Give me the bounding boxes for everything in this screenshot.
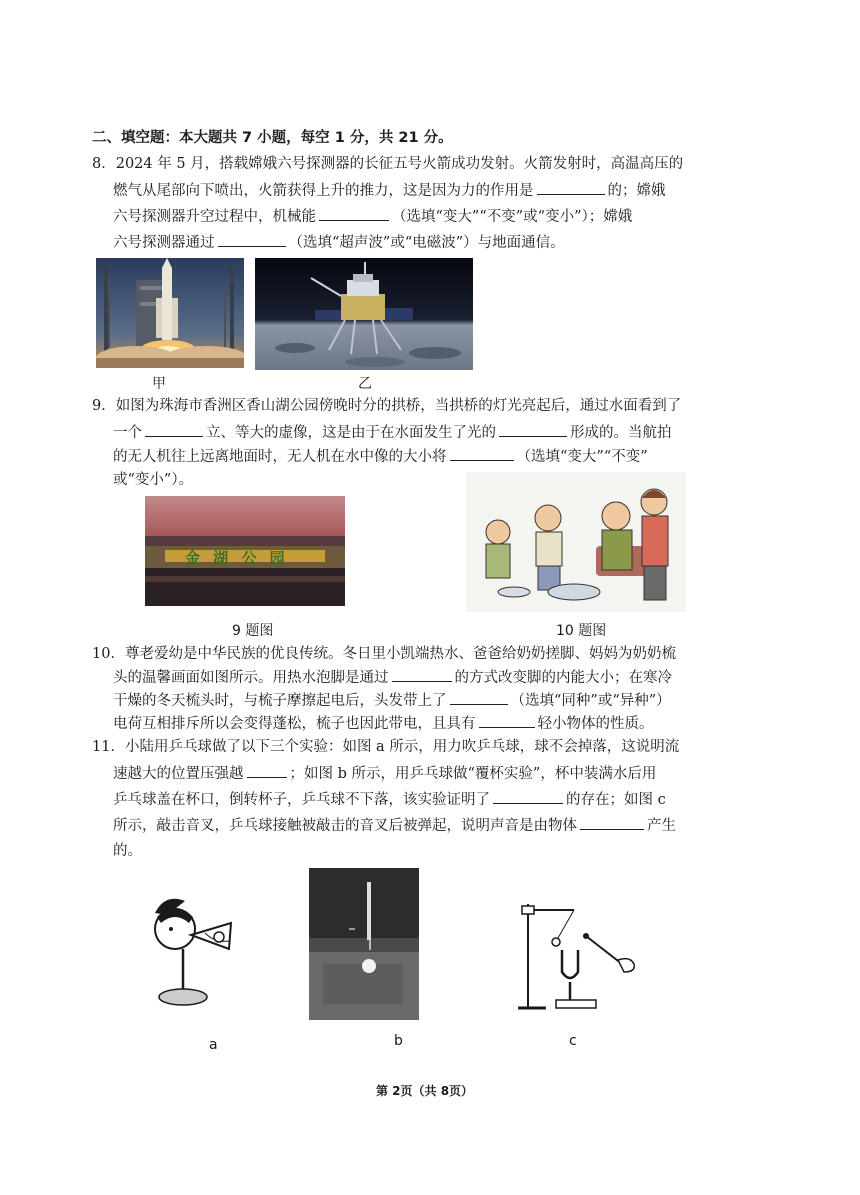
q8-line-2 bbox=[113, 180, 666, 201]
answer-blank bbox=[479, 713, 535, 728]
section-heading: 二、填空题：本大题共 7 小题，每空 1 分，共 21 分。 bbox=[92, 130, 453, 146]
q9-text: 一个 bbox=[113, 425, 142, 441]
family-cartoon-image bbox=[466, 472, 686, 612]
q10-line-3 bbox=[113, 690, 671, 711]
q8-text: 的；嫦娥 bbox=[607, 183, 666, 199]
answer-blank bbox=[580, 815, 644, 830]
answer-blank bbox=[218, 232, 286, 247]
q9-text: 立、等大的虚像，这是由于在水面发生了光的 bbox=[206, 425, 496, 441]
rocket-launch-image bbox=[96, 258, 244, 368]
q8-text: 六号探测器通过 bbox=[113, 235, 215, 251]
q10-text: （选填“同种”或“异种”） bbox=[510, 693, 671, 709]
answer-blank bbox=[392, 667, 452, 682]
answer-blank bbox=[145, 422, 203, 437]
q10-text: 轻小物体的性质。 bbox=[537, 716, 654, 732]
q11-text: 速越大的位置压强越 bbox=[113, 766, 244, 782]
q9-text: 的无人机往上远离地面时，无人机在水中像的大小将 bbox=[113, 449, 447, 465]
q10-text: 的方式改变脚的内能大小；在寒冷 bbox=[454, 670, 672, 686]
q8-line-3 bbox=[113, 206, 632, 227]
tuning-fork-image bbox=[510, 896, 640, 1014]
answer-blank bbox=[450, 690, 508, 705]
q10-text: 电荷互相排斥所以会变得蓬松，梳子也因此带电，且具有 bbox=[113, 716, 476, 732]
figure-caption: 甲 bbox=[152, 376, 166, 392]
q11-text: 的存在；如图 c bbox=[566, 792, 666, 808]
figure-caption: 10 题图 bbox=[556, 623, 607, 639]
blow-ball-image bbox=[145, 893, 240, 1013]
figure-caption: 9 题图 bbox=[232, 623, 274, 639]
q10-text: 头的温馨画面如图所示。用热水泡脚是通过 bbox=[113, 670, 389, 686]
figure-caption: c bbox=[569, 1033, 577, 1049]
q9-text: （选填“变大”“不变” bbox=[516, 449, 648, 465]
q11-text: 乒乓球盖在杯口，倒转杯子，乒乓球不下落，该实验证明了 bbox=[113, 792, 490, 808]
inverted-cup-image bbox=[309, 868, 419, 1020]
answer-blank bbox=[319, 206, 389, 221]
q11-line-5: 的。 bbox=[113, 843, 142, 859]
q11-line-4 bbox=[113, 815, 676, 836]
q8-text: （选填“超声波”或“电磁波”）与地面通信。 bbox=[288, 235, 565, 251]
answer-blank bbox=[537, 180, 605, 195]
q11-line-1: 11．小陆用乒乓球做了以下三个实验：如图 a 所示，用力吹乒乓球，球不会掉落，这说明流 bbox=[92, 739, 680, 755]
answer-blank bbox=[450, 446, 514, 461]
q11-text: 产生 bbox=[647, 818, 676, 834]
figure-caption: b bbox=[394, 1033, 403, 1049]
q11-line-2 bbox=[113, 763, 656, 784]
arch-bridge-image bbox=[145, 496, 345, 606]
lunar-lander-image bbox=[255, 258, 473, 370]
answer-blank bbox=[493, 789, 563, 804]
q8-text: 六号探测器升空过程中，机械能 bbox=[113, 209, 316, 225]
q9-text: 形成的。当航拍 bbox=[570, 425, 672, 441]
answer-blank bbox=[247, 763, 287, 778]
q11-text: ；如图 b 所示，用乒乓球做“覆杯实验”，杯中装满水后用 bbox=[289, 766, 657, 782]
q8-text: 燃气从尾部向下喷出，火箭获得上升的推力，这是因为力的作用是 bbox=[113, 183, 534, 199]
page-footer: 第 2页（共 8页） bbox=[376, 1084, 474, 1098]
park-sign-text: 金 湖 公 园 bbox=[185, 549, 289, 567]
figure-caption: 乙 bbox=[358, 376, 372, 392]
q10-line-2 bbox=[113, 667, 672, 688]
q8-text: （选填“变大”“不变”或“变小”）；嫦娥 bbox=[392, 209, 633, 225]
q11-line-3 bbox=[113, 789, 666, 810]
q8-line-1: 8．2024 年 5 月，搭载嫦娥六号探测器的长征五号火箭成功发射。火箭发射时，高温高压的 bbox=[92, 156, 684, 172]
q10-line-1: 10．尊老爱幼是中华民族的优良传统。冬日里小凯端热水、爸爸给奶奶搓脚、妈妈为奶奶梳 bbox=[92, 646, 676, 662]
q11-text: 所示，敲击音叉，乒乓球接触被敲击的音叉后被弹起，说明声音是由物体 bbox=[113, 818, 577, 834]
q9-line-4: 或“变小”）。 bbox=[113, 472, 194, 488]
q9-line-3 bbox=[113, 446, 648, 467]
q10-line-4 bbox=[113, 713, 654, 734]
q9-line-2 bbox=[113, 422, 672, 443]
q9-line-1: 9．如图为珠海市香洲区香山湖公园傍晚时分的拱桥，当拱桥的灯光亮起后，通过水面看到了 bbox=[92, 398, 682, 414]
q8-line-4 bbox=[113, 232, 565, 253]
answer-blank bbox=[499, 422, 567, 437]
q10-text: 干燥的冬天梳头时，与梳子摩擦起电后，头发带上了 bbox=[113, 693, 447, 709]
figure-caption: a bbox=[209, 1037, 218, 1053]
